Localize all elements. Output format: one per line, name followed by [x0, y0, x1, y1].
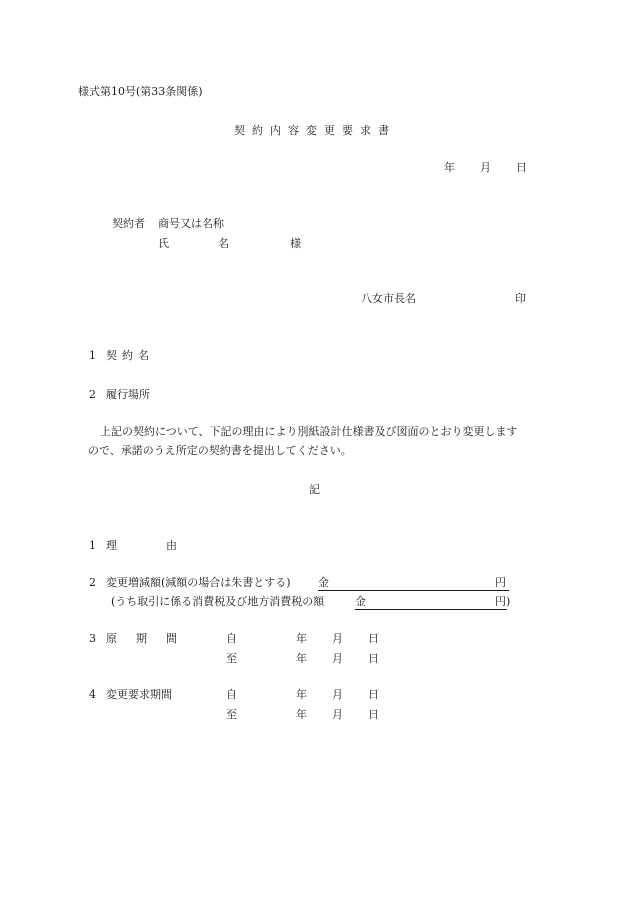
request-term-number: 4 — [89, 688, 96, 701]
item-2-number: 2 — [89, 388, 96, 401]
term-label-1: 原 — [106, 632, 117, 645]
issuer-label: 八女市長名 — [361, 292, 416, 305]
contractor-label: 契約者 — [112, 217, 145, 230]
amount-number: 2 — [89, 576, 96, 589]
request-from-day: 日 — [368, 688, 379, 701]
tax-yen: 円) — [495, 595, 511, 608]
request-to-month: 月 — [332, 708, 343, 721]
form-label: 様式第10号(第33条関係) — [78, 85, 203, 98]
reason-label-1: 理 — [106, 539, 117, 552]
term-number: 3 — [89, 632, 96, 645]
term-to-year: 年 — [296, 652, 307, 665]
honorific: 様 — [290, 237, 301, 250]
term-to-month: 月 — [332, 652, 343, 665]
request-to-year: 年 — [296, 708, 307, 721]
tax-underline — [355, 609, 507, 610]
reason-number: 1 — [89, 539, 96, 552]
company-name-label: 商号又は名称 — [158, 217, 224, 230]
term-from-month: 月 — [332, 632, 343, 645]
name-label-1: 氏 — [158, 237, 169, 250]
tax-kin: 金 — [355, 595, 366, 608]
request-from-month: 月 — [332, 688, 343, 701]
term-from: 自 — [226, 632, 237, 645]
item-1-number: 1 — [89, 349, 96, 362]
term-label-3: 間 — [166, 632, 177, 645]
request-to: 至 — [226, 708, 237, 721]
amount-label: 変更増減額(減額の場合は朱書とする) — [106, 576, 291, 589]
request-from-year: 年 — [296, 688, 307, 701]
term-from-year: 年 — [296, 632, 307, 645]
contract-name-label: 契約名 — [106, 349, 154, 362]
amount-kin: 金 — [318, 576, 329, 589]
term-to: 至 — [226, 652, 237, 665]
seal-mark: 印 — [515, 292, 526, 305]
date-year: 年 — [444, 161, 455, 174]
document-title: 契約内容変更要求書 — [234, 124, 396, 137]
performance-location-label: 履行場所 — [106, 388, 150, 401]
date-month: 月 — [480, 161, 491, 174]
tax-label: (うち取引に係る消費税及び地方消費税の額 — [111, 595, 325, 608]
date-day: 日 — [516, 161, 527, 174]
term-to-day: 日 — [368, 652, 379, 665]
reason-label-2: 由 — [166, 539, 177, 552]
request-to-day: 日 — [368, 708, 379, 721]
request-from: 自 — [226, 688, 237, 701]
amount-yen: 円 — [495, 576, 506, 589]
ki-heading: 記 — [309, 483, 320, 496]
body-text-line-1: 上記の契約について、下記の理由により別紙設計仕様書及び図面のとおり変更します — [100, 425, 518, 438]
name-label-2: 名 — [218, 237, 229, 250]
term-from-day: 日 — [368, 632, 379, 645]
term-label-2: 期 — [136, 632, 147, 645]
body-text-line-2: ので、承諾のうえ所定の契約書を提出してください。 — [88, 444, 352, 457]
amount-underline — [318, 590, 509, 591]
request-term-label: 変更要求期間 — [106, 688, 172, 701]
